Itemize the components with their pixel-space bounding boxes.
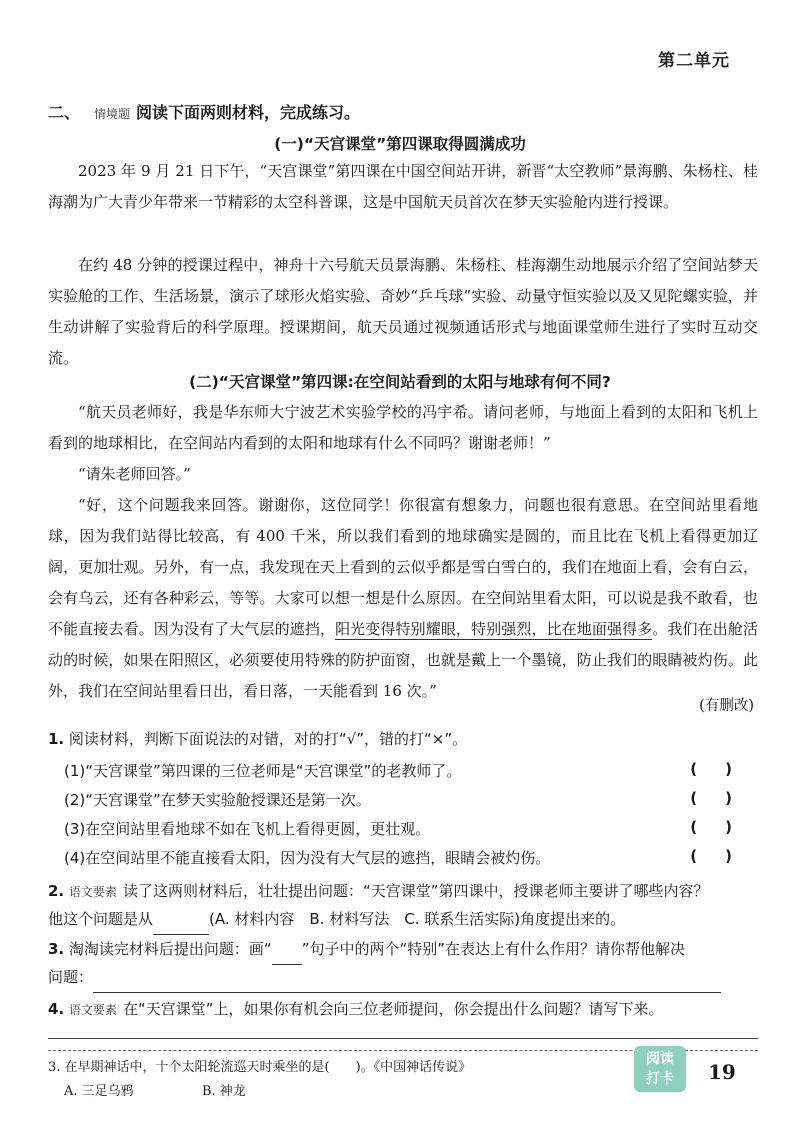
question-2 xyxy=(48,876,760,907)
q1-option-1 xyxy=(64,760,732,781)
q1-option-2-text: (2)“天宫课堂”在梦天实验舱授课还是第一次。 xyxy=(64,791,371,809)
question-1 xyxy=(48,724,760,754)
question-2-answer-blank[interactable] xyxy=(153,904,209,935)
footer-question: 3. 在早期神话中，十个太阳轮流巡天时乘坐的是( )。《中国神话传说》 xyxy=(48,1060,472,1075)
q1-option-3-text: (3)在空间站里看地球不如在飞机上看得更圆，更壮观。 xyxy=(64,820,431,838)
question-2-text-b1: 他这个问题是从 xyxy=(48,910,154,928)
question-2-line-2 xyxy=(48,904,760,935)
paragraph-3-part-b: 。我们在出舱活动的时候，如果在阳照区，必须要使用特殊的防护面窗，也就是戴上一个墨镜，防止我们的眼睛被灼伤。此外，我们在空间站里看日出，看日落，一天能看到 16 次。” xyxy=(48,620,758,700)
question-3-text-b: 问题： xyxy=(48,968,94,986)
section-heading xyxy=(48,100,360,123)
question-2-tag: 语文要素 xyxy=(68,885,117,899)
question-3-line-2 xyxy=(48,962,760,993)
question-1-text: 阅读材料，判断下面说法的对错，对的打“√”，错的打“×”。 xyxy=(68,730,468,748)
q1-answer-box-2[interactable]: ( ) xyxy=(690,789,732,807)
page-number: 19 xyxy=(708,1060,736,1084)
q1-option-1-text: (1)“天宫课堂”第四课的三位老师是“天宫课堂”的老教师了。 xyxy=(64,762,462,780)
material1-paragraph-1: 2023 年 9 月 21 日下午，“天宫课堂”第四课在中国空间站开讲，新晋“太空教师”景海鹏、朱杨柱、桂海潮为广大青少年带来一节精彩的太空科普课，这是中国航天员首次在梦天实验舱内进行授课。 xyxy=(48,162,758,211)
q1-option-4-text: (4)在空间站里不能直接看太阳，因为没有大气层的遮挡，眼睛会被灼伤。 xyxy=(64,849,551,867)
question-3-answer-line[interactable] xyxy=(93,962,721,993)
question-4-answer-line[interactable] xyxy=(48,1038,758,1039)
q1-option-3 xyxy=(64,818,732,839)
material1-paragraph-2: 在约 48 分钟的授课过程中，神舟十六号航天员景海鹏、朱杨柱、桂海潮生动地展示介绍了空间站梦天实验舱的工作、生活场景，演示了球形火焰实验、奇妙“乒乓球”实验、动量守恒实验以及又见陀螺实验，并生动讲解了实验背后的科学原理。授课期间，航天员通过视频通话形式与地面课堂师生进行了实时互动交流。 xyxy=(48,256,758,367)
material2-paragraph-3 xyxy=(48,490,758,707)
badge-line-1: 阅读 xyxy=(646,1051,674,1067)
unit-label: 第二单元 xyxy=(658,51,730,71)
section-title: 阅读下面两则材料，完成练习。 xyxy=(136,103,361,122)
question-3-number: 3. xyxy=(48,940,65,958)
section-number: 二、 xyxy=(48,103,81,122)
footer-option-a[interactable]: A. 三足乌鸦 xyxy=(64,1084,134,1099)
material1-title: (一)“天宫课堂”第四课取得圆满成功 xyxy=(274,135,526,153)
question-1-number: 1. xyxy=(48,730,65,748)
badge-line-2: 打卡 xyxy=(646,1071,674,1087)
question-3-text-a2: ”句子中的两个“特别”在表达上有什么作用？请你帮他解决 xyxy=(301,940,686,958)
q1-answer-box-3[interactable]: ( ) xyxy=(690,818,732,836)
paragraph-3-part-a: “好，这个问题我来回答。谢谢你，这位同学！你很富有想象力，问题也很有意思。在空间站里看地球，因为我们站得比较高，有 400 千米，所以我们看到的地球确实是圆的，而且比在飞机上看得更加辽阔，更加壮观。另外，有一点，我发现在天上看到的云似乎都是雪白雪白的，我们在地面上看，会有白云，会有乌云，还有各种彩云，等等。大家可以想一想是什么原因。在空间站里看太阳，可以说是我不敢看，也不能直接去看。因为没有了大气层的遮挡， xyxy=(48,496,758,638)
q1-option-4 xyxy=(64,847,732,868)
question-4 xyxy=(48,994,760,1025)
reading-checkin-badge xyxy=(634,1046,686,1092)
q1-option-2 xyxy=(64,789,732,810)
footer-option-b[interactable]: B. 神龙 xyxy=(201,1084,246,1099)
question-2-text-b2: (A. 材料内容 B. 材料写法 C. 联系生活实际)角度提出来的。 xyxy=(209,910,626,928)
question-3-text-a1: 淘淘读完材料后提出问题：画“ xyxy=(68,940,272,958)
material2-paragraph-1: “航天员老师好，我是华东师大宁波艺术实验学校的冯宇希。请问老师，与地面上看到的太阳和飞机上看到的地球相比，在空间站内看到的太阳和地球有什么不同吗？谢谢老师！” xyxy=(48,403,758,452)
question-2-text-a: 读了这两则材料后，壮壮提出问题：“天宫课堂”第四课中，授课老师主要讲了哪些内容？ xyxy=(122,882,709,900)
question-4-tag: 语文要素 xyxy=(68,1003,117,1017)
material2-paragraph-2: “请朱老师回答。” xyxy=(78,465,191,483)
q1-answer-box-4[interactable]: ( ) xyxy=(690,847,732,865)
footer-options xyxy=(64,1080,246,1099)
edit-note: (有删改) xyxy=(699,698,754,714)
underlined-sentence: 阳光变得特别耀眼，特别强烈，比在地面强得多 xyxy=(335,620,653,638)
section-tag: 情境题 xyxy=(94,107,131,121)
material2-title: (二)“天宫课堂”第四课:在空间站看到的太阳与地球有何不同? xyxy=(189,373,611,391)
q1-answer-box-1[interactable]: ( ) xyxy=(690,760,732,778)
underline-symbol xyxy=(272,934,302,965)
question-2-number: 2. xyxy=(48,882,65,900)
question-4-number: 4. xyxy=(48,1000,65,1018)
question-3 xyxy=(48,934,760,965)
question-4-text: 在“天宫课堂”上，如果你有机会向三位老师提问，你会提出什么问题？请写下来。 xyxy=(122,1000,664,1018)
